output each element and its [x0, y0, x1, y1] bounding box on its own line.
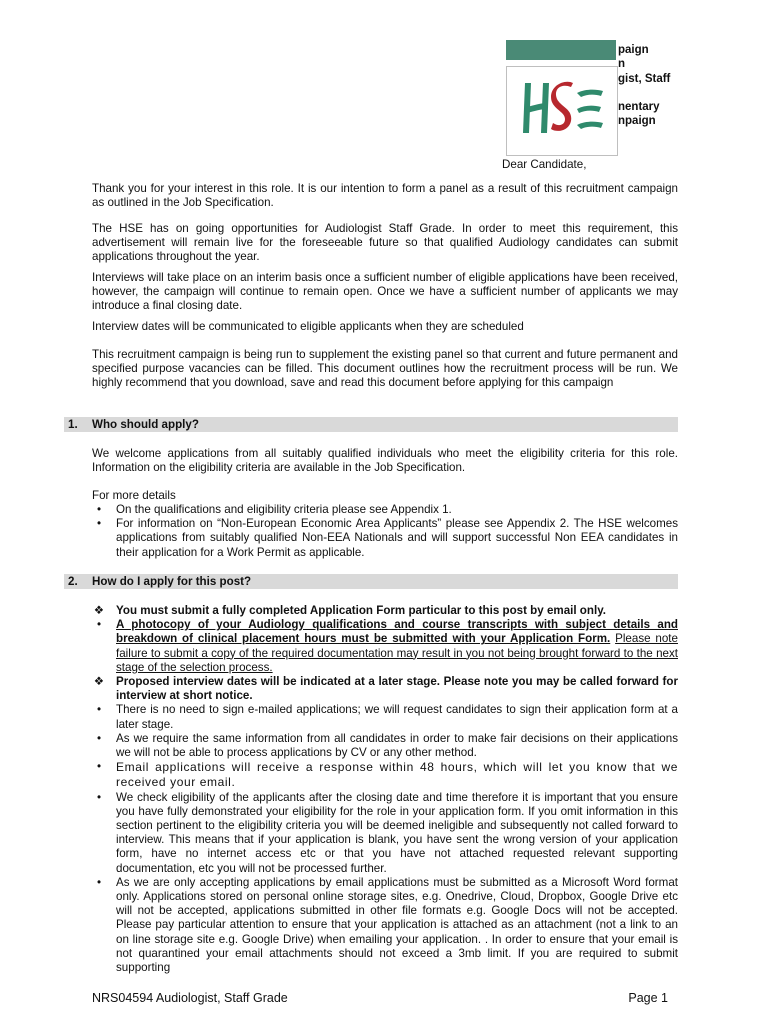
hse-logo — [506, 66, 618, 156]
list-item-text: Please note failure to submit a copy of the required documentation may result in you not being brought forward to the next stage of the selection process. — [116, 632, 678, 674]
list-item — [92, 791, 678, 876]
header-title-line: paign — [618, 44, 649, 56]
footer-reference: NRS04594 Audiologist, Staff Grade — [92, 991, 288, 1005]
list-item-text: Proposed interview dates will be indicated at a later stage. Please note you may be called forward for interview at short notice. — [116, 675, 678, 703]
list-item-text: You must submit a fully completed Application Form particular to this post by email only. — [116, 604, 606, 617]
bullet-icon: • — [96, 875, 102, 889]
header-title-line: n — [618, 58, 626, 70]
list-item-text: As we are only accepting applications by email applications must be submitted as a Microsoft Word format only. Applications stored on personal online storage sites, e.g. Onedrive, Cloud, Dropbox, Google Drive etc will not be accepted, applications submitted in other file formats e.g. Google Docs will not be accepted. Please pay particular attention to ensure that your application is attached as an attachment (not a link to an on line storage site e.g. Google Drive) when emailing your application. . In order to ensure that your email is not quarantined your email attachments should not exceed a 3mb limit. If you are required to submit supporting — [116, 875, 678, 975]
list-item-text: On the qualifications and eligibility criteria please see Appendix 1. — [116, 503, 452, 516]
list-item — [92, 604, 678, 618]
bullet-icon: • — [96, 618, 102, 632]
list-item — [92, 703, 678, 731]
list-item — [92, 876, 678, 975]
section-title: How do I apply for this post? — [92, 575, 252, 588]
list-item — [92, 732, 678, 760]
list-item-text: For information on “Non-European Economic Area Applicants” please see Appendix 2. The HSE welcomes applications from suitably qualified Non-EEA Nationals and will support successful Non EEA candidates in their application for a Work Permit as applicable. — [116, 517, 678, 559]
bullet-icon: ❖ — [93, 675, 105, 689]
bullet-icon: • — [96, 503, 102, 516]
section-number: 2. — [68, 575, 78, 588]
bullet-icon: • — [96, 703, 102, 717]
section1-paragraph: We welcome applications from all suitably qualified individuals who meet the eligibility criteria for this role. Information on the eligibility criteria are available in the Job Specification. — [92, 447, 678, 475]
intro-paragraph: This recruitment campaign is being run to supplement the existing panel so that current and future permanent and specified purpose vacancies can be filled. This document outlines how the recruitment process will be run. We highly recommend that you download, save and read this document before applying for this campaign — [92, 348, 678, 390]
list-item-text: There is no need to sign e-mailed applications; we will request candidates to sign their application form at a later stage. — [116, 703, 678, 731]
salutation: Dear Candidate, — [502, 158, 587, 171]
list-item-text: A photocopy of your Audiology qualifications and course transcripts with subject details and breakdown of clinical placement hours must be submitted with your Application Form. — [116, 618, 678, 646]
header-title-line: nentary — [618, 101, 660, 113]
bullet-icon: • — [96, 517, 102, 531]
list-item — [92, 618, 678, 675]
intro-paragraph: The HSE has on going opportunities for Audiologist Staff Grade. In order to meet this requirement, this advertisement will remain live for the foreseeable future so that qualified Audiology candidates can submit applications throughout the year. — [92, 222, 678, 264]
intro-paragraph: Interviews will take place on an interim basis once a sufficient number of eligible applications have been received, however, the campaign will continue to remain open. Once we have a sufficient number of applicants we may introduce a final closing date. — [92, 271, 678, 313]
list-item — [92, 760, 678, 790]
list-item — [92, 517, 678, 560]
hse-logo-icon — [513, 73, 609, 149]
bullet-icon: • — [96, 760, 102, 774]
list-item-text: As we require the same information from all candidates in order to make fair decisions on their applications we will not be able to process applications by CV or any other method. — [116, 731, 678, 760]
section1-more-label: For more details — [92, 489, 176, 502]
list-item-text: Email applications will receive a response within 48 hours, which will let you know that we received your email. — [116, 760, 678, 790]
bullet-icon: • — [96, 731, 102, 745]
section2-bullet-list — [92, 604, 678, 975]
intro-paragraph: Thank you for your interest in this role. It is our intention to form a panel as a result of this recruitment campaign as outlined in the Job Specification. — [92, 182, 678, 210]
bullet-icon: ❖ — [93, 604, 105, 617]
section-header-1 — [64, 417, 678, 432]
logo-band — [506, 40, 616, 60]
page-number: Page 1 — [628, 991, 668, 1005]
bullet-icon: • — [96, 790, 102, 804]
list-item-text: We check eligibility of the applicants after the closing date and time therefore it is important that you ensure you have fully demonstrated your eligibility for the role in your application form. If you omit information in this section pertinent to the eligibility criteria you will be deemed ineligible and subsequently not called forward to interview. This means that if your application is blank, you have sent the wrong version of your application form, have no internet access etc or that you have not attached requested relevant supporting documentation, etc you will not be processed further. — [116, 790, 678, 875]
intro-paragraph: Interview dates will be communicated to eligible applicants when they are scheduled — [92, 320, 524, 333]
header-title-line: npaign — [618, 115, 656, 127]
header-title-line: gist, Staff — [618, 73, 671, 85]
list-item — [92, 675, 678, 703]
list-item — [92, 503, 678, 517]
section-title: Who should apply? — [92, 418, 199, 431]
section-header-2 — [64, 574, 678, 589]
section-number: 1. — [68, 418, 78, 431]
section1-bullet-list — [92, 503, 678, 560]
